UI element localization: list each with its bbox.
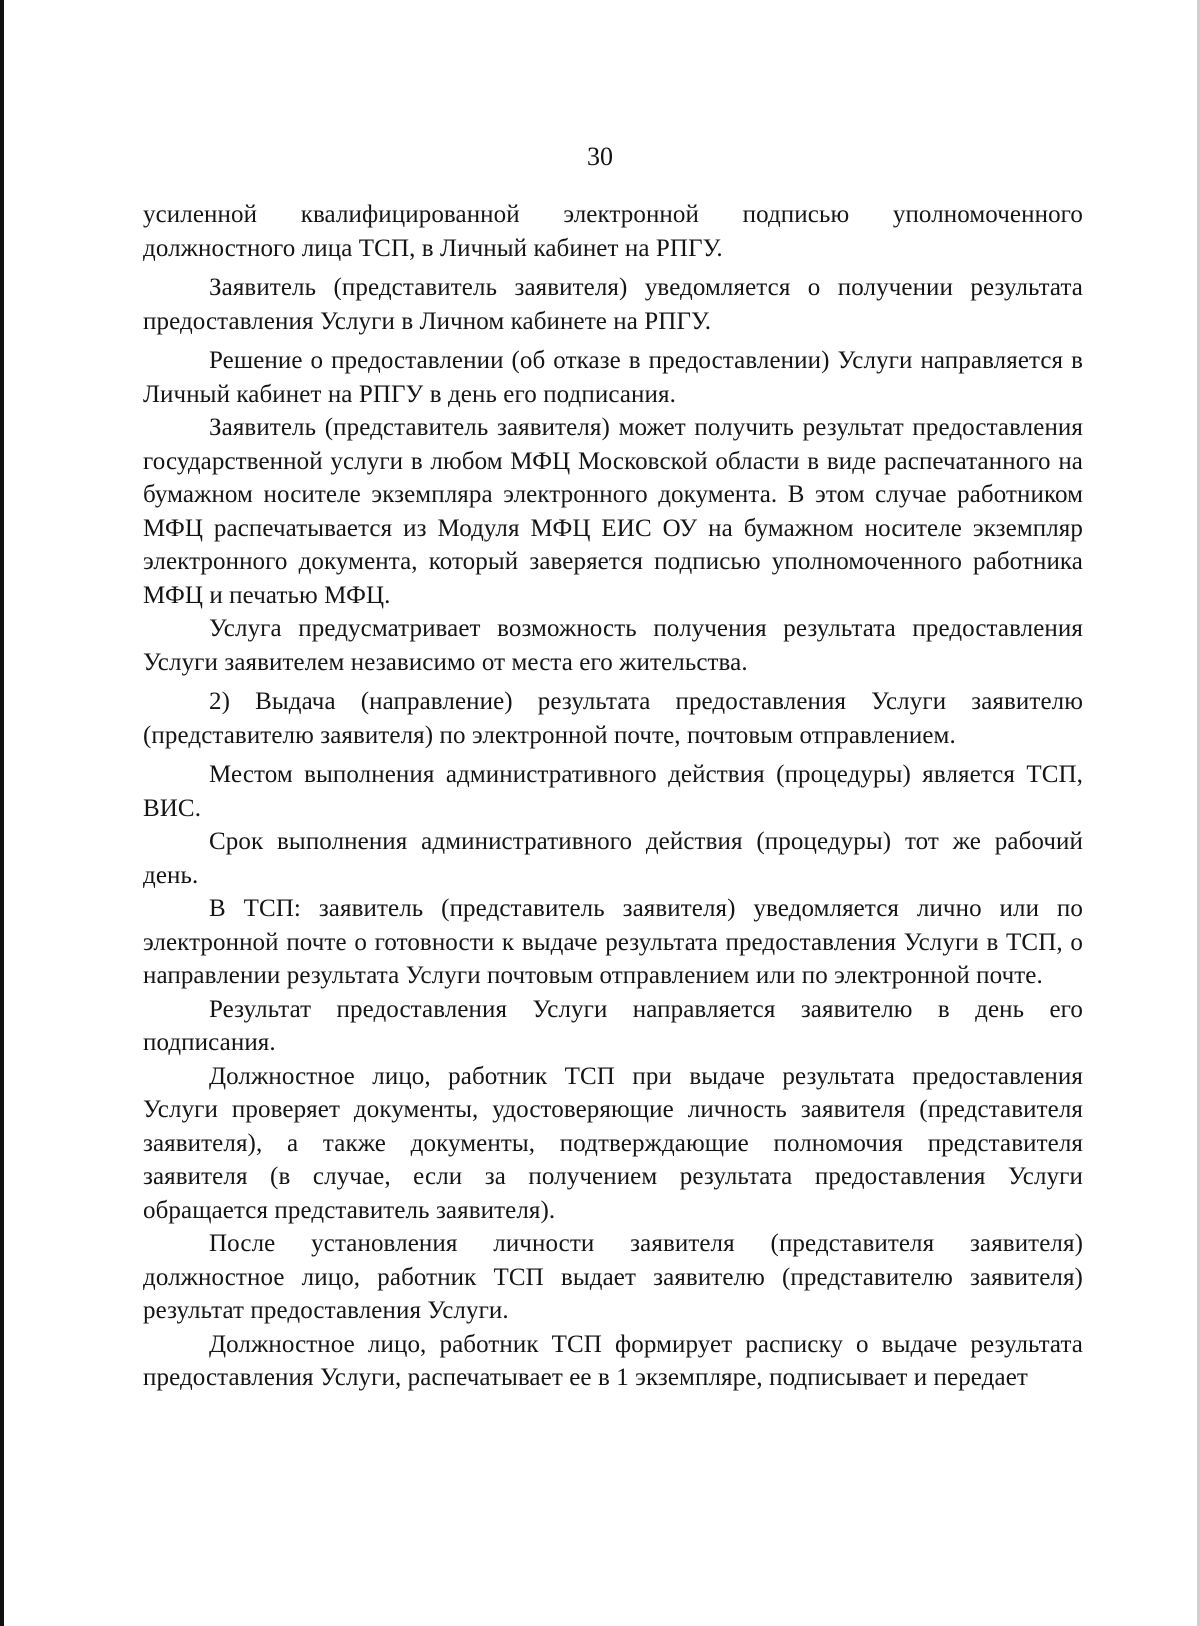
paragraph: Срок выполнения административного действия (процедуры) тот же рабочий день.: [143, 828, 1083, 889]
paragraph: Заявитель (представитель заявителя) уведомляется о получении результата предоставления Услуги в Личном кабинете на РПГУ.: [143, 274, 1083, 335]
paragraph: Местом выполнения административного действия (процедуры) является ТСП, ВИС.: [143, 761, 1083, 822]
paragraph: Решение о предоставлении (об отказе в предоставлении) Услуги направляется в Личный кабинет на РПГУ в день его подписания.: [143, 347, 1083, 408]
page-number: 30: [587, 142, 613, 171]
paragraph: Результат предоставления Услуги направляется заявителю в день его подписания.: [143, 995, 1083, 1056]
paragraph: 2) Выдача (направление) результата предоставления Услуги заявителю (представителю заявителя) по электронной почте, почтовым отправлением.: [143, 688, 1083, 749]
paragraph: Должностное лицо, работник ТСП при выдаче результата предоставления Услуги проверяет документы, удостоверяющие личность заявителя (представителя заявителя), а также документы, подтверждающие полномочия представителя заявителя (в случае, если за получением результата предоставления Услуги обращается представитель заявителя).: [143, 1062, 1083, 1224]
document-body: [143, 198, 1083, 1395]
paragraph: Услуга предусматривает возможность получения результата предоставления Услуги заявителем независимо от места его жительства.: [143, 615, 1083, 676]
paragraph: Заявитель (представитель заявителя) может получить результат предоставления государственной услуги в любом МФЦ Московской области в виде распечатанного на бумажном носителе экземпляра электронного документа. В этом случае работником МФЦ распечатывается из Модуля МФЦ ЕИС ОУ на бумажном носителе экземпляр электронного документа, который заверяется подписью уполномоченного работника МФЦ и печатью МФЦ.: [143, 414, 1083, 609]
paragraph: После установления личности заявителя (представителя заявителя) должностное лицо, работник ТСП выдает заявителю (представителю заявителя) результат предоставления Услуги.: [143, 1230, 1083, 1324]
paragraph: Должностное лицо, работник ТСП формирует расписку о выдаче результата предоставления Услуги, распечатывает ее в 1 экземпляре, подписывает и передает: [143, 1330, 1083, 1391]
scan-edge-left: [0, 0, 4, 1626]
paragraph: усиленной квалифицированной электронной подписью уполномоченного должностного лица ТСП, в Личный кабинет на РПГУ.: [143, 201, 1083, 262]
paragraph: В ТСП: заявитель (представитель заявителя) уведомляется лично или по электронной почте о готовности к выдаче результата предоставления Услуги в ТСП, о направлении результата Услуги почтовым отправлением или по электронной почте.: [143, 895, 1083, 989]
